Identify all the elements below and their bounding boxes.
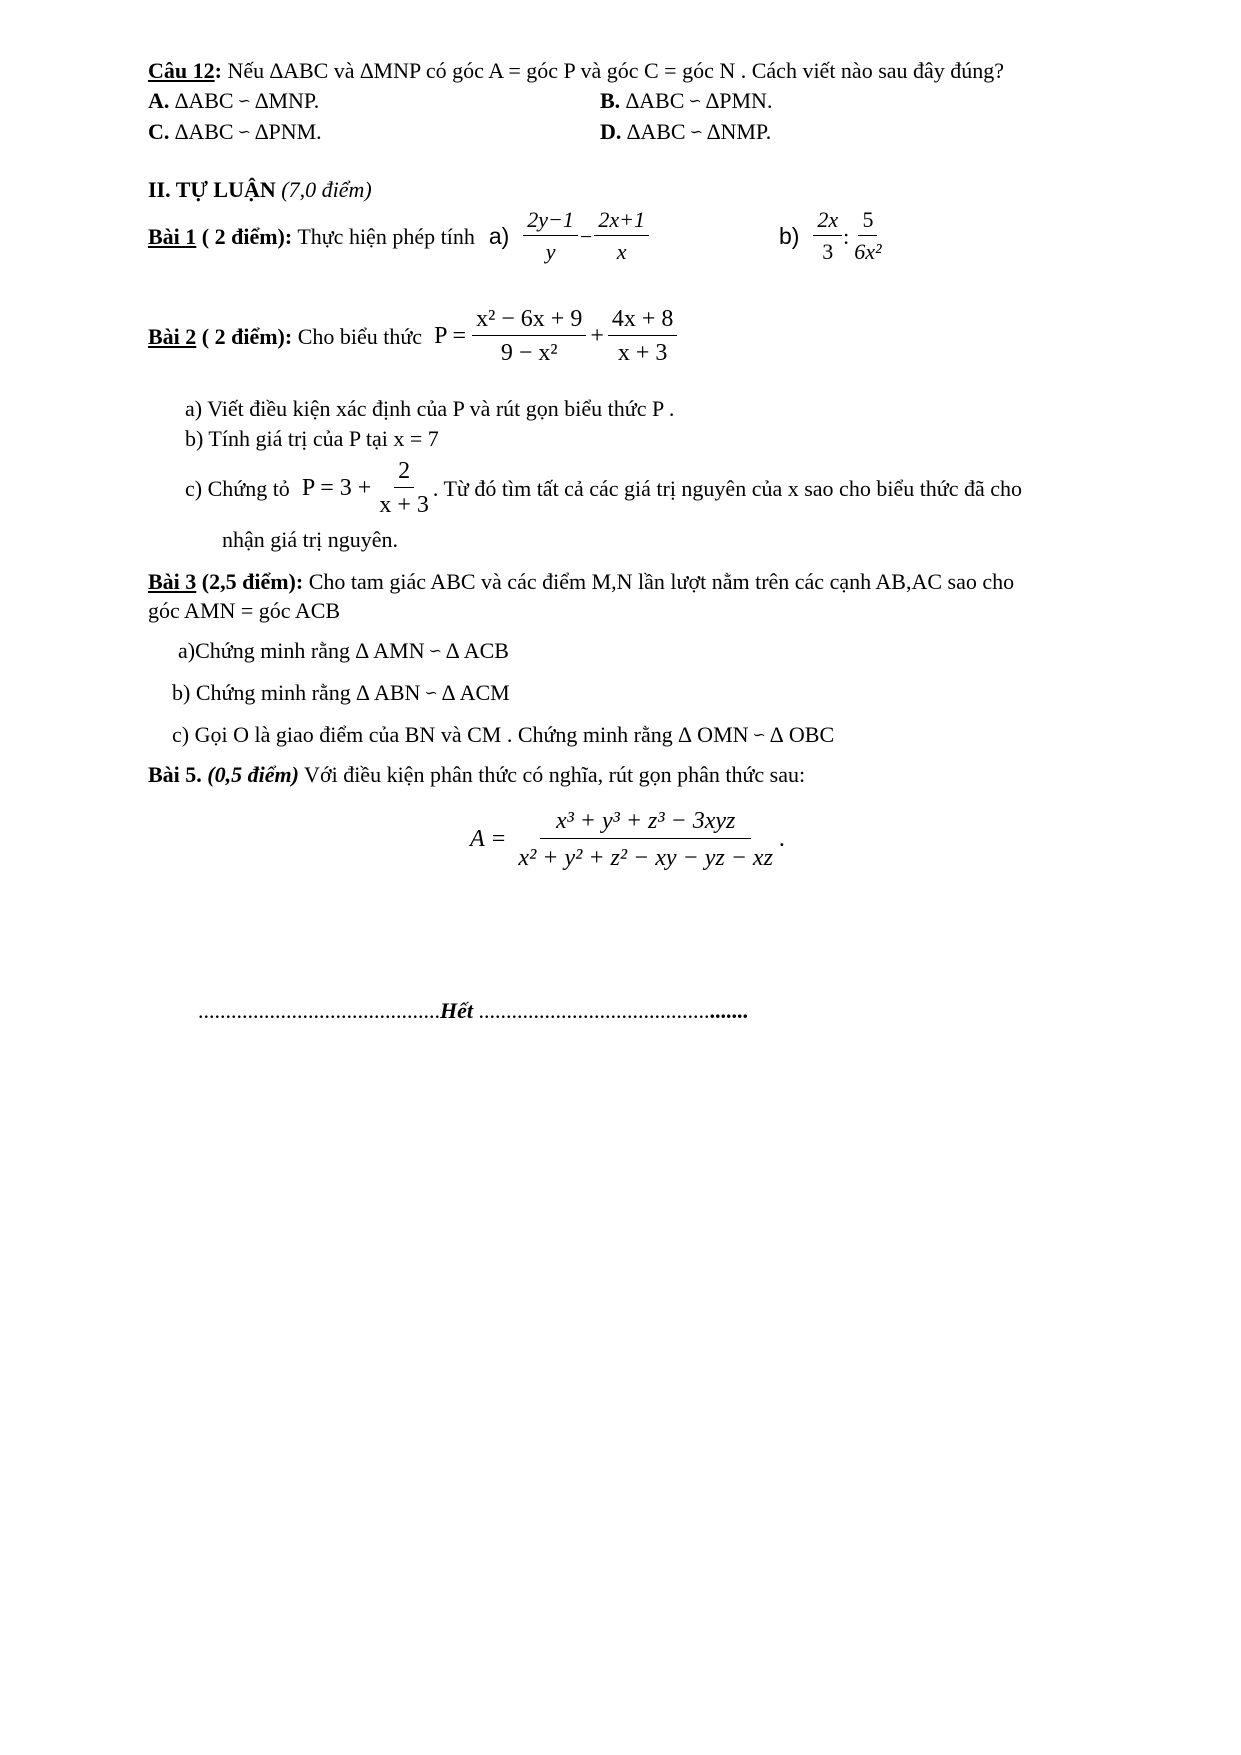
section-2-heading: II. TỰ LUẬN (7,0 điểm) (148, 177, 372, 202)
exercise-3-b: b) Chứng minh rằng ∆ ABN ∽ ∆ ACM (172, 680, 510, 705)
fraction: $\frac{\text{x² − 6x + 9}}{\text{9 − x²}}$ (472, 306, 586, 367)
exercise-5: Bài 5. (0,5 điểm) Với điều kiện phân thức có nghĩa, rút gọn phân thức sau: (148, 762, 806, 787)
option-d: D. ∆ABC ∽ ∆NMP. (600, 119, 772, 144)
end-marker: ............................................Hết ................................................. (198, 998, 748, 1023)
exercise-2-c: c) Chứng tỏ P = 3 + $\frac{2}{x + 3}$ . Từ đó tìm tất cả các giá trị nguyên của x sao cho biểu thức đã cho (185, 458, 1023, 519)
fraction: $\frac{2x+1}{x}$ (594, 208, 649, 264)
exercise-3: Bài 3 (2,5 điểm): Cho tam giác ABC và các điểm M,N lần lượt nằm trên các cạnh AB,AC sao cho (148, 569, 1015, 594)
exercise-2-a: a) Viết điều kiện xác định của P và rút gọn biểu thức P . (185, 396, 675, 421)
end-word: Hết (440, 998, 473, 1023)
fraction: $\frac{2}{x + 3}$ (379, 458, 429, 519)
exercise-2-c-cont: nhận giá trị nguyên. (222, 527, 398, 552)
question-12: Câu 12: Nếu ∆ABC và ∆MNP có góc A = góc P và góc C = góc N . Cách viết nào sau đây đúng? (148, 58, 1005, 83)
exercise-3-a: a)Chứng minh rằng ∆ AMN ∽ ∆ ACB (178, 638, 509, 663)
fraction: $\frac{2y-1}{y}$ (523, 208, 578, 264)
exercise-1: Bài 1 ( 2 điểm): Thực hiện phép tính a) $\frac{2y-1}{y}$ − $\frac{2x+1}{x}$ b) $\frac{2x}{3}$ : $\frac{5}{\text{6x²}}$ (148, 208, 886, 264)
exercise-3-cont: góc AMN = góc ACB (148, 598, 341, 623)
fraction: $\frac{2x}{3}$ (813, 208, 842, 264)
fraction: $\frac{4x + 8}{x + 3}$ (608, 306, 678, 367)
similar-symbol: ∽ (688, 93, 702, 110)
question-12-text: Nếu ∆ABC và ∆MNP có góc A = góc P và góc C = góc N . Cách viết nào sau đây đúng? (221, 58, 1005, 83)
similar-symbol: ∽ (237, 124, 251, 141)
exercise-2-b: b) Tính giá trị của P tại x = 7 (185, 426, 439, 451)
exercise-2: Bài 2 ( 2 điểm): Cho biểu thức P = $\frac{\text{x² − 6x + 9}}{\text{9 − x²}}$ + $\frac{4x + 8}{x + 3}$ (148, 306, 677, 367)
option-b: B. ∆ABC ∽ ∆PMN. (600, 88, 773, 113)
fraction: $\frac{\text{x³ + y³ + z³ − 3xyz}}{\text{x² + y² + z² − xy − yz − xz}}$ (518, 808, 773, 872)
option-c: C. ∆ABC ∽ ∆PNM. (148, 119, 322, 144)
question-12-label: Câu 12 (148, 58, 215, 83)
similar-symbol: ∽ (424, 685, 438, 702)
option-a: A. ∆ABC ∽ ∆MNP. (148, 88, 320, 113)
similar-symbol: ∽ (752, 727, 766, 744)
exercise-5-formula: A = $\frac{\text{x³ + y³ + z³ − 3xyz}}{\text{x² + y² + z² − xy − yz − xz}}$ . (470, 808, 785, 872)
fraction: $\frac{5}{\text{6x²}}$ (854, 207, 882, 265)
similar-symbol: ∽ (428, 643, 442, 660)
similar-symbol: ∽ (237, 93, 251, 110)
exercise-3-c: c) Gọi O là giao điểm của BN và CM . Chứng minh rằng ∆ OMN ∽ ∆ OBC (172, 722, 835, 747)
similar-symbol: ∽ (689, 124, 703, 141)
